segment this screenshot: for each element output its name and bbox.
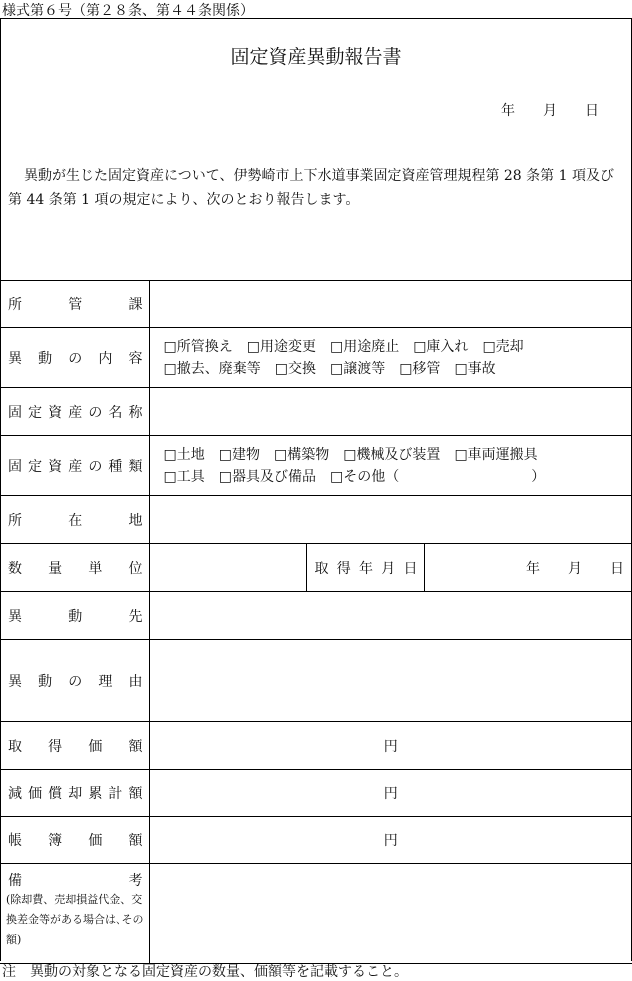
label-char: 産 bbox=[68, 402, 82, 422]
label-char: の bbox=[68, 671, 82, 691]
label-char: 理 bbox=[98, 671, 112, 691]
label-char: 固 bbox=[8, 402, 22, 422]
row-quantity bbox=[0, 544, 632, 592]
value-acquisition-date[interactable] bbox=[424, 544, 632, 592]
row-destination bbox=[0, 592, 632, 640]
label-char: 容 bbox=[129, 348, 143, 368]
label-char: 額 bbox=[128, 736, 142, 756]
label-char: 資 bbox=[48, 456, 62, 476]
label-char: 簿 bbox=[48, 830, 62, 850]
value-destination[interactable] bbox=[149, 592, 632, 640]
label-remarks bbox=[0, 864, 149, 964]
label-asset-name bbox=[0, 388, 149, 436]
label-char: 単 bbox=[88, 558, 102, 578]
remarks-note: (除却費、売却損益代金、交換差金等がある場合は､その額) bbox=[0, 890, 149, 950]
label-char: 年 bbox=[359, 558, 373, 578]
row-change-content bbox=[0, 328, 632, 388]
label-char: 価 bbox=[88, 736, 102, 756]
footer-note: 注 異動の対象となる固定資産の数量、価額等を記載すること。 bbox=[2, 961, 408, 981]
label-asset-type bbox=[0, 436, 149, 496]
report-date bbox=[501, 100, 599, 120]
label-char: 得 bbox=[337, 558, 351, 578]
label-char: 称 bbox=[128, 402, 142, 422]
label-char: 類 bbox=[128, 456, 142, 476]
label-char: 額 bbox=[128, 783, 142, 803]
value-book-value[interactable] bbox=[149, 817, 632, 864]
label-char: 資 bbox=[48, 402, 62, 422]
form-number: 様式第６号（第２８条、第４４条関係） bbox=[2, 0, 254, 20]
label-char: 名 bbox=[108, 402, 122, 422]
label-char: 数 bbox=[8, 558, 22, 578]
row-department bbox=[0, 281, 632, 328]
label-char: 動 bbox=[38, 671, 52, 691]
label-char: 所 bbox=[8, 510, 22, 530]
yen-unit: 円 bbox=[384, 739, 398, 755]
label-char: 価 bbox=[28, 783, 42, 803]
row-reason bbox=[0, 640, 632, 722]
asset-type-checkbox[interactable]: □建物 bbox=[219, 444, 260, 466]
label-char: 備 bbox=[8, 870, 22, 890]
value-location[interactable] bbox=[149, 496, 632, 544]
label-char: 異 bbox=[8, 671, 22, 691]
label-char: 異 bbox=[8, 348, 22, 368]
value-department[interactable] bbox=[149, 281, 632, 328]
asset-type-checkbox[interactable]: □機械及び装置 bbox=[343, 444, 440, 466]
asset-type-options bbox=[149, 436, 632, 496]
value-acquisition-price[interactable] bbox=[149, 722, 632, 770]
change-option-checkbox[interactable]: □用途廃止 bbox=[330, 336, 399, 358]
report-table bbox=[0, 280, 632, 964]
label-depreciation bbox=[0, 770, 149, 817]
change-option-checkbox[interactable]: □所管換え bbox=[164, 336, 233, 358]
label-char: 所 bbox=[8, 294, 22, 314]
label-char: 量 bbox=[48, 558, 62, 578]
label-char: 動 bbox=[68, 606, 82, 626]
label-char: 累 bbox=[88, 783, 102, 803]
label-reason bbox=[0, 640, 149, 722]
date-day: 日 bbox=[585, 103, 599, 119]
asset-type-options-line1 bbox=[164, 444, 632, 466]
row-depreciation bbox=[0, 770, 632, 817]
row-book-value bbox=[0, 817, 632, 864]
label-destination bbox=[0, 592, 149, 640]
row-location bbox=[0, 496, 632, 544]
value-quantity[interactable] bbox=[149, 544, 306, 592]
acq-day: 日 bbox=[610, 561, 624, 577]
label-char: 却 bbox=[68, 783, 82, 803]
change-option-checkbox[interactable]: □撤去、廃棄等 bbox=[164, 358, 261, 380]
label-char: 由 bbox=[129, 671, 143, 691]
change-option-checkbox[interactable]: □売却 bbox=[482, 336, 523, 358]
label-char: 考 bbox=[129, 870, 143, 890]
label-quantity bbox=[0, 544, 149, 592]
label-char: 計 bbox=[108, 783, 122, 803]
label-char: 償 bbox=[48, 783, 62, 803]
label-acquisition-date bbox=[306, 544, 424, 592]
change-options bbox=[149, 328, 632, 388]
row-asset-type bbox=[0, 436, 632, 496]
value-reason[interactable] bbox=[149, 640, 632, 722]
asset-type-checkbox[interactable]: □土地 bbox=[164, 444, 205, 466]
acq-month: 月 bbox=[568, 561, 582, 577]
asset-type-checkbox[interactable]: □構築物 bbox=[274, 444, 329, 466]
change-options-line2 bbox=[164, 358, 632, 380]
label-char: 異 bbox=[8, 606, 22, 626]
date-year: 年 bbox=[501, 103, 515, 119]
change-option-checkbox[interactable]: □庫入れ bbox=[413, 336, 468, 358]
label-change-content bbox=[0, 328, 149, 388]
row-asset-name bbox=[0, 388, 632, 436]
label-char: 日 bbox=[404, 558, 418, 578]
value-remarks[interactable] bbox=[149, 864, 632, 964]
label-char: 在 bbox=[68, 510, 82, 530]
asset-type-checkbox[interactable]: □器具及び備品 bbox=[219, 466, 316, 488]
label-char: 取 bbox=[8, 736, 22, 756]
change-options-line1 bbox=[164, 336, 632, 358]
label-char: 取 bbox=[315, 558, 329, 578]
label-book-value bbox=[0, 817, 149, 864]
row-acquisition-price bbox=[0, 722, 632, 770]
change-option-checkbox[interactable]: □用途変更 bbox=[247, 336, 316, 358]
page-title: 固定資産異動報告書 bbox=[0, 42, 632, 69]
acq-year: 年 bbox=[526, 561, 540, 577]
label-department bbox=[0, 281, 149, 328]
yen-unit: 円 bbox=[384, 833, 398, 849]
label-char: 産 bbox=[68, 456, 82, 476]
yen-unit: 円 bbox=[384, 786, 398, 802]
label-char: 先 bbox=[129, 606, 143, 626]
label-char: 種 bbox=[108, 456, 122, 476]
label-acquisition-price bbox=[0, 722, 149, 770]
date-month: 月 bbox=[543, 103, 557, 119]
label-char: 帳 bbox=[8, 830, 22, 850]
label-char: 固 bbox=[8, 456, 22, 476]
label-char: 額 bbox=[128, 830, 142, 850]
row-remarks bbox=[0, 864, 632, 964]
asset-type-checkbox[interactable]: □車両運搬具 bbox=[454, 444, 537, 466]
change-option-checkbox[interactable]: □譲渡等 bbox=[330, 358, 385, 380]
change-option-checkbox[interactable]: □交換 bbox=[275, 358, 316, 380]
asset-type-options-line2 bbox=[164, 466, 632, 488]
label-char: 位 bbox=[128, 558, 142, 578]
label-char: 定 bbox=[28, 402, 42, 422]
label-location bbox=[0, 496, 149, 544]
label-char: 内 bbox=[98, 348, 112, 368]
label-char: 得 bbox=[48, 736, 62, 756]
label-char: 月 bbox=[381, 558, 395, 578]
label-char: の bbox=[68, 348, 82, 368]
label-char: 定 bbox=[28, 456, 42, 476]
asset-type-checkbox[interactable]: □工具 bbox=[164, 466, 205, 488]
label-char: 動 bbox=[38, 348, 52, 368]
label-char: 課 bbox=[129, 294, 143, 314]
change-option-checkbox[interactable]: □事故 bbox=[454, 358, 495, 380]
label-char: 管 bbox=[68, 294, 82, 314]
change-option-checkbox[interactable]: □移管 bbox=[399, 358, 440, 380]
report-statement: 異動が生じた固定資産について、伊勢崎市上下水道事業固定資産管理規程第 28 条第 1 項及び第 44 条第 1 項の規定により、次のとおり報告します。 bbox=[8, 164, 626, 212]
value-asset-name[interactable] bbox=[149, 388, 632, 436]
label-char: の bbox=[88, 456, 102, 476]
label-char: 価 bbox=[88, 830, 102, 850]
label-char: の bbox=[88, 402, 102, 422]
other-paren-close: ） bbox=[531, 466, 545, 488]
asset-type-checkbox[interactable]: □その他（ bbox=[330, 466, 399, 488]
label-char: 減 bbox=[8, 783, 22, 803]
value-depreciation[interactable] bbox=[149, 770, 632, 817]
label-char: 地 bbox=[129, 510, 143, 530]
